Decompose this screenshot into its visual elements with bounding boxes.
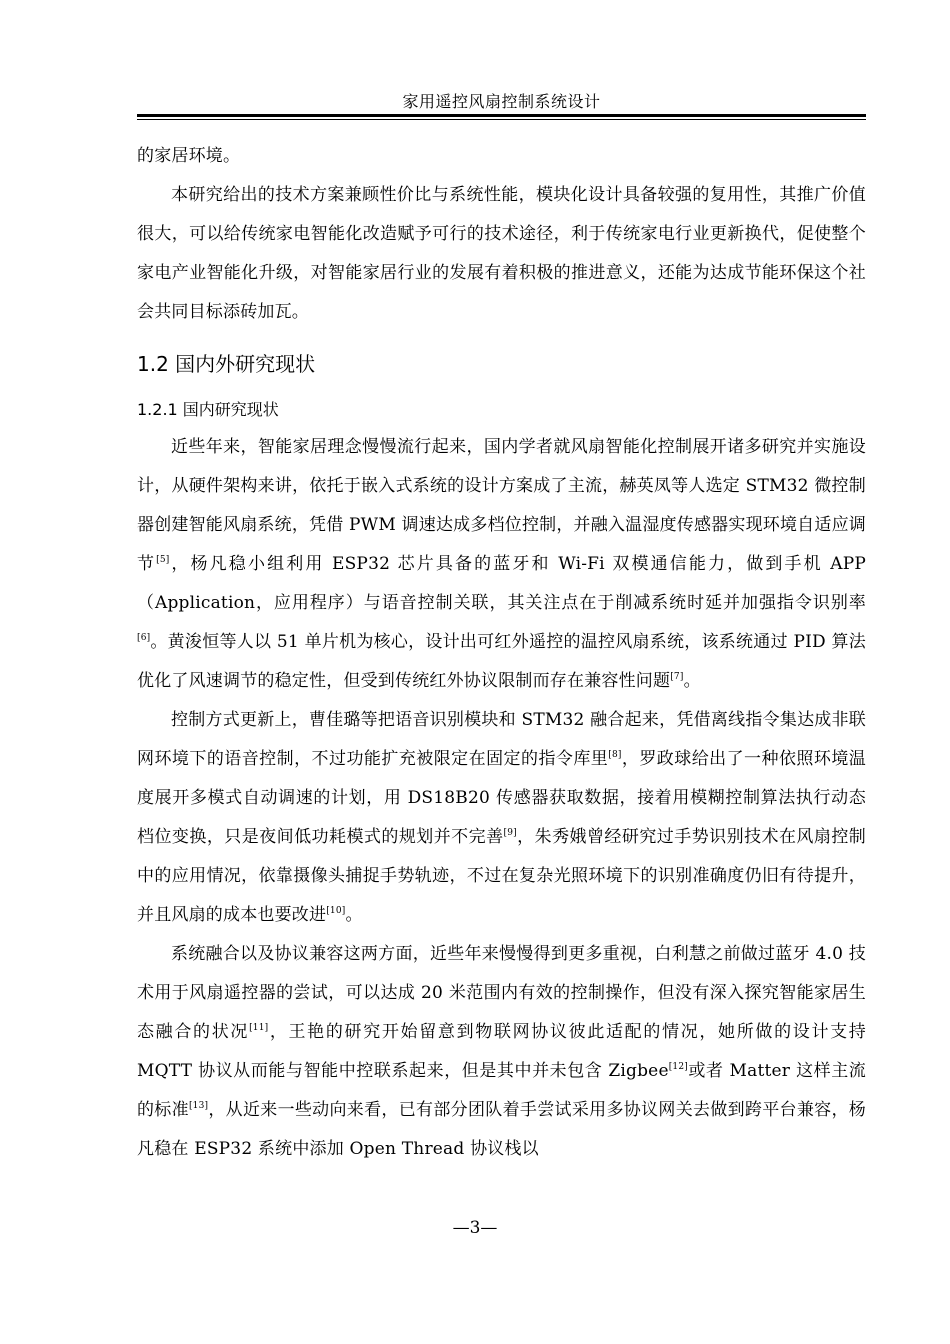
text-run: 。 xyxy=(683,671,701,691)
citation-12: [12] xyxy=(668,1062,688,1072)
citation-13: [13] xyxy=(188,1101,209,1111)
section-heading: 1.2 国内外研究现状 xyxy=(137,352,316,376)
citation-11: [11] xyxy=(249,1023,269,1033)
text-run: 控制方式更新上，曹佳璐等把语音识别模块和 STM32 融合起来，凭借离线指令集达成非联网环境下的语音控制，不过功能扩充被限定在固定的指令库里 xyxy=(137,710,866,769)
header-rule-thin xyxy=(137,119,866,120)
paragraph-protocol xyxy=(137,935,866,1169)
citation-8: [8] xyxy=(608,750,622,760)
citation-7: [7] xyxy=(670,672,684,682)
running-header: 家用遥控风扇控制系统设计 xyxy=(402,92,601,111)
paragraph-continuation: 的家居环境。 xyxy=(137,146,241,166)
text-run: 系统融合以及协议兼容这两方面，近些年来慢慢得到更多重视，白利慧之前做过蓝牙 4.0 技术用于风扇遥控器的尝试，可以达成 20 米范围内有效的控制操作，但没有深入探究智能家居生态融合的状况 xyxy=(137,944,866,1042)
text-run: ，罗政球给出了一种依照环境温度展开多模式自动调速的计划，用 DS18B20 传感器获取数据，接着用模糊控制算法执行动态档位变换，只是夜间低功耗模式的规划并不完善 xyxy=(137,749,866,847)
citation-5: [5] xyxy=(156,555,170,565)
body-text xyxy=(137,137,866,1169)
citation-10: [10] xyxy=(326,906,346,916)
text-run: ，朱秀娥曾经研究过手势识别技术在风扇控制中的应用情况，依靠摄像头捕捉手势轨迹，不过在复杂光照环境下的识别准确度仍旧有待提升，并且风扇的成本也要改进 xyxy=(137,827,866,925)
paragraph-hardware xyxy=(137,428,866,701)
header-rule-thick xyxy=(137,114,866,117)
text-run: ，杨凡稳小组利用 ESP32 芯片具备的蓝牙和 Wi-Fi 双模通信能力，做到手机 APP（Application，应用程序）与语音控制关联，其关注点在于削减系统时延并加强指令识别率 xyxy=(137,554,867,613)
text-run: ，王艳的研究开始留意到物联网协议彼此适配的情况，她所做的设计支持 MQTT 协议从而能与智能中控联系起来，但是其中并未包含 Zigbee xyxy=(137,1022,866,1081)
text-run: 近些年来，智能家居理念慢慢流行起来，国内学者就风扇智能化控制展开诸多研究并实施设计，从硬件架构来讲，依托于嵌入式系统的设计方案成了主流，赫英凤等人选定 STM32 微控制器创建智能风扇系统，凭借 PWM 调速达成多档位控制，并融入温湿度传感器实现环境自适应调节 xyxy=(137,437,866,574)
citation-6: [6] xyxy=(137,633,151,643)
page-number: —3— xyxy=(452,1218,498,1238)
text-run: 。黄浚恒等人以 51 单片机为核心，设计出可红外遥控的温控风扇系统，该系统通过 PID 算法优化了风速调节的稳定性，但受到传统红外协议限制而存在兼容性问题 xyxy=(137,632,866,691)
subsection-heading: 1.2.1 国内研究现状 xyxy=(137,400,279,419)
text-run: 。 xyxy=(345,905,363,925)
paragraph-significance: 本研究给出的技术方案兼顾性价比与系统性能，模块化设计具备较强的复用性，其推广价值很大，可以给传统家电智能化改造赋予可行的技术途径，利于传统家电行业更新换代，促使整个家电产业智能化升级，对智能家居行业的发展有着积极的推进意义，还能为达成节能环保这个社会共同目标添砖加瓦。 xyxy=(137,185,866,322)
text-run: 或者 Matter 这样主流的标准 xyxy=(137,1061,866,1120)
citation-9: [9] xyxy=(503,828,517,838)
text-run: ，从近来一些动向来看，已有部分团队着手尝试采用多协议网关去做到跨平台兼容，杨凡稳在 ESP32 系统中添加 Open Thread 协议栈以 xyxy=(137,1100,866,1159)
paragraph-control xyxy=(137,701,866,935)
